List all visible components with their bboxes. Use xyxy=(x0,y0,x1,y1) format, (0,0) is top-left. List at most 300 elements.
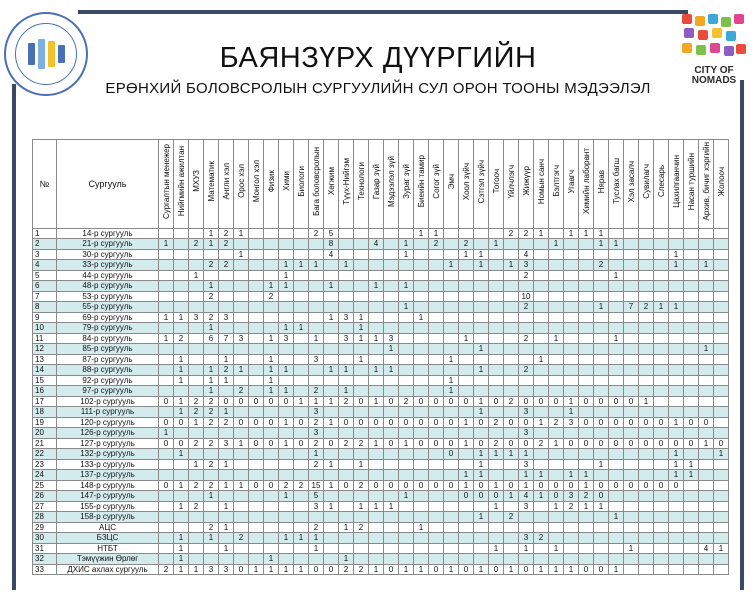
vacancy-cell xyxy=(699,228,714,239)
vacancy-cell: 0 xyxy=(309,564,324,575)
vacancy-cell xyxy=(444,554,459,565)
table-row xyxy=(33,428,729,439)
column-header xyxy=(579,140,594,229)
vacancy-cell xyxy=(714,312,729,323)
vacancy-cell xyxy=(714,417,729,428)
vacancy-cell xyxy=(159,512,174,523)
vacancy-cell xyxy=(159,344,174,355)
vacancy-cell xyxy=(339,428,354,439)
vacancy-cell xyxy=(294,407,309,418)
vacancy-cell xyxy=(684,512,699,523)
vacancy-cell: 1 xyxy=(204,365,219,376)
vacancy-cell xyxy=(639,522,654,533)
vacancy-cell xyxy=(579,281,594,292)
vacancy-cell: 2 xyxy=(519,270,534,281)
logo-tile-icon xyxy=(712,28,722,38)
vacancy-cell xyxy=(429,260,444,271)
column-header-label: Зураг зүй xyxy=(401,163,411,199)
vacancy-cell xyxy=(339,228,354,239)
vacancy-cell xyxy=(669,533,684,544)
row-number: 25 xyxy=(33,480,57,491)
vacancy-cell xyxy=(294,386,309,397)
school-name: 85-р сургууль xyxy=(57,344,159,355)
vacancy-cell: 0 xyxy=(594,480,609,491)
table-row xyxy=(33,333,729,344)
vacancy-cell xyxy=(474,302,489,313)
vacancy-cell xyxy=(159,470,174,481)
vacancy-cell xyxy=(459,375,474,386)
vacancy-cell: 0 xyxy=(429,417,444,428)
vacancy-cell xyxy=(339,512,354,523)
vacancy-cell: 1 xyxy=(579,470,594,481)
table-body xyxy=(33,228,729,575)
vacancy-cell xyxy=(714,407,729,418)
vacancy-cell xyxy=(519,522,534,533)
vacancy-cell xyxy=(639,239,654,250)
vacancy-cell xyxy=(579,407,594,418)
vacancy-cell xyxy=(339,407,354,418)
vacancy-cell xyxy=(414,491,429,502)
vacancy-cell: 1 xyxy=(234,438,249,449)
vacancy-cell xyxy=(189,522,204,533)
vacancy-cell xyxy=(429,312,444,323)
vacancy-cell xyxy=(339,302,354,313)
vacancy-cell: 0 xyxy=(444,417,459,428)
row-number: 32 xyxy=(33,554,57,565)
vacancy-cell: 1 xyxy=(549,239,564,250)
vacancy-cell xyxy=(699,365,714,376)
vacancy-cell xyxy=(459,501,474,512)
vacancy-cell xyxy=(564,312,579,323)
vacancy-cell xyxy=(504,312,519,323)
vacancy-cell xyxy=(564,522,579,533)
vacancy-cell xyxy=(669,386,684,397)
vacancy-cell xyxy=(624,365,639,376)
vacancy-cell: 0 xyxy=(444,480,459,491)
vacancy-cell xyxy=(564,543,579,554)
vacancy-cell: 3 xyxy=(519,428,534,439)
vacancy-cell xyxy=(294,501,309,512)
vacancy-cell xyxy=(474,312,489,323)
column-header xyxy=(264,140,279,229)
vacancy-cell xyxy=(399,533,414,544)
vacancy-cell: 1 xyxy=(189,564,204,575)
vacancy-cell xyxy=(324,428,339,439)
vacancy-cell xyxy=(699,459,714,470)
vacancy-cell xyxy=(639,344,654,355)
vacancy-cell xyxy=(684,543,699,554)
vacancy-cell xyxy=(549,512,564,523)
column-header-label: Слесарь xyxy=(656,165,666,198)
vacancy-cell xyxy=(444,365,459,376)
vacancy-cell xyxy=(279,428,294,439)
vacancy-cell: 1 xyxy=(474,512,489,523)
page-subtitle: ЕРӨНХИЙ БОЛОВСРОЛЫН СУРГУУЛИЙН СУЛ ОРОН ТООНЫ МЭДЭЭЛЭЛ xyxy=(105,80,651,97)
logo-tile-icon xyxy=(721,17,731,27)
vacancy-cell: 0 xyxy=(429,396,444,407)
vacancy-cell xyxy=(534,281,549,292)
vacancy-cell xyxy=(534,386,549,397)
vacancy-cell xyxy=(489,249,504,260)
vacancy-cell xyxy=(249,407,264,418)
vacancy-cell: 1 xyxy=(474,449,489,460)
vacancy-cell xyxy=(654,407,669,418)
vacancy-cell xyxy=(444,533,459,544)
vacancy-cell xyxy=(384,249,399,260)
vacancy-cell xyxy=(384,281,399,292)
vacancy-cell xyxy=(579,522,594,533)
vacancy-cell xyxy=(159,386,174,397)
vacancy-cell xyxy=(474,270,489,281)
vacancy-cell: 1 xyxy=(309,543,324,554)
vacancy-cell xyxy=(579,386,594,397)
vacancy-cell xyxy=(234,407,249,418)
vacancy-cell xyxy=(249,302,264,313)
vacancy-cell xyxy=(534,291,549,302)
column-header-label: Математик xyxy=(206,161,216,202)
vacancy-cell xyxy=(294,239,309,250)
vacancy-cell xyxy=(684,375,699,386)
row-number: 27 xyxy=(33,501,57,512)
vacancy-cell xyxy=(294,375,309,386)
vacancy-cell: 2 xyxy=(204,438,219,449)
vacancy-cell xyxy=(564,281,579,292)
vacancy-cell xyxy=(669,312,684,323)
vacancy-cell: 1 xyxy=(189,459,204,470)
table-row xyxy=(33,543,729,554)
vacancy-cell xyxy=(609,533,624,544)
vacancy-cell xyxy=(579,333,594,344)
vacancy-cell: 0 xyxy=(414,417,429,428)
vacancy-cell: 0 xyxy=(594,396,609,407)
table-row xyxy=(33,564,729,575)
vacancy-cell xyxy=(549,281,564,292)
vacancy-cell: 1 xyxy=(324,312,339,323)
table-row xyxy=(33,554,729,565)
vacancy-cell xyxy=(294,470,309,481)
vacancy-cell: 2 xyxy=(354,564,369,575)
vacancy-cell xyxy=(654,543,669,554)
vacancy-cell xyxy=(219,491,234,502)
row-number: 2 xyxy=(33,239,57,250)
vacancy-cell xyxy=(444,344,459,355)
vacancy-cell xyxy=(489,281,504,292)
vacancy-cell: 1 xyxy=(504,491,519,502)
vacancy-cell xyxy=(714,501,729,512)
vacancy-cell xyxy=(669,554,684,565)
vacancy-cell xyxy=(639,354,654,365)
vacancy-cell: 0 xyxy=(429,438,444,449)
vacancy-cell: 1 xyxy=(489,239,504,250)
vacancy-cell: 1 xyxy=(324,417,339,428)
vacancy-cell xyxy=(654,291,669,302)
vacancy-cell: 1 xyxy=(174,396,189,407)
vacancy-cell xyxy=(609,522,624,533)
vacancy-cell xyxy=(489,302,504,313)
vacancy-cell: 1 xyxy=(204,491,219,502)
vacancy-cell: 1 xyxy=(489,480,504,491)
row-number: 30 xyxy=(33,533,57,544)
vacancy-cell xyxy=(579,302,594,313)
vacancy-cell xyxy=(684,291,699,302)
vacancy-cell: 1 xyxy=(474,344,489,355)
vacancy-cell: 3 xyxy=(204,564,219,575)
vacancy-cell: 1 xyxy=(414,522,429,533)
table-row xyxy=(33,522,729,533)
column-header xyxy=(534,140,549,229)
vacancy-cell xyxy=(489,344,504,355)
vacancy-cell: 3 xyxy=(279,333,294,344)
vacancy-cell xyxy=(249,291,264,302)
vacancy-cell xyxy=(429,428,444,439)
vacancy-cell: 1 xyxy=(174,354,189,365)
vacancy-cell xyxy=(624,291,639,302)
column-header xyxy=(609,140,624,229)
school-name: 92-р сургууль xyxy=(57,375,159,386)
vacancy-cell xyxy=(504,302,519,313)
vacancy-cell xyxy=(519,375,534,386)
vacancy-cell xyxy=(324,449,339,460)
vacancy-cell xyxy=(279,501,294,512)
vacancy-cell xyxy=(324,270,339,281)
vacancy-cell xyxy=(714,302,729,313)
vacancy-cell xyxy=(399,323,414,334)
vacancy-cell: 1 xyxy=(249,564,264,575)
vacancy-cell xyxy=(444,470,459,481)
vacancy-cell xyxy=(444,501,459,512)
vacancy-cell xyxy=(564,302,579,313)
vacancy-cell xyxy=(249,512,264,523)
vacancy-cell xyxy=(684,323,699,334)
vacancy-cell xyxy=(279,375,294,386)
vacancy-cell xyxy=(504,270,519,281)
vacancy-cell xyxy=(159,449,174,460)
vacancy-cell xyxy=(699,512,714,523)
table-row xyxy=(33,312,729,323)
vacancy-cell: 1 xyxy=(279,386,294,397)
vacancy-cell: 1 xyxy=(444,386,459,397)
vacancy-cell: 0 xyxy=(459,396,474,407)
vacancy-cell xyxy=(654,386,669,397)
vacancy-cell xyxy=(699,396,714,407)
vacancy-cell xyxy=(684,239,699,250)
vacancy-cell xyxy=(474,323,489,334)
vacancy-cell xyxy=(624,501,639,512)
vacancy-cell: 0 xyxy=(399,480,414,491)
vacancy-cell: 0 xyxy=(579,438,594,449)
vacancy-cell: 1 xyxy=(549,564,564,575)
vacancy-cell xyxy=(474,533,489,544)
column-header xyxy=(234,140,249,229)
vacancy-cell: 1 xyxy=(489,501,504,512)
column-header xyxy=(639,140,654,229)
vacancy-cell xyxy=(414,470,429,481)
vacancy-cell xyxy=(279,449,294,460)
vacancy-cell xyxy=(639,407,654,418)
vacancy-cell xyxy=(354,239,369,250)
vacancy-cell xyxy=(504,344,519,355)
vacancy-cell: 1 xyxy=(174,501,189,512)
table-header-row xyxy=(33,140,729,229)
vacancy-cell: 1 xyxy=(609,512,624,523)
vacancy-cell xyxy=(564,554,579,565)
vacancy-cell: 2 xyxy=(204,417,219,428)
vacancy-cell xyxy=(564,323,579,334)
vacancy-cell xyxy=(609,365,624,376)
vacancy-cell: 7 xyxy=(219,333,234,344)
vacancy-cell xyxy=(669,407,684,418)
vacancy-cell xyxy=(624,249,639,260)
vacancy-cell xyxy=(354,302,369,313)
vacancy-cell xyxy=(459,281,474,292)
vacancy-cell: 0 xyxy=(609,417,624,428)
vacancy-cell xyxy=(264,522,279,533)
vacancy-cell: 0 xyxy=(594,564,609,575)
table-row xyxy=(33,449,729,460)
vacancy-cell xyxy=(489,522,504,533)
vacancy-cell xyxy=(414,428,429,439)
vacancy-cell xyxy=(594,428,609,439)
vacancy-cell: 1 xyxy=(564,407,579,418)
vacancy-cell: 1 xyxy=(579,228,594,239)
school-name: 21-р сургууль xyxy=(57,239,159,250)
vacancy-cell xyxy=(714,354,729,365)
vacancy-cell xyxy=(264,428,279,439)
vacancy-cell: 0 xyxy=(699,417,714,428)
row-number: 29 xyxy=(33,522,57,533)
vacancy-cell xyxy=(669,543,684,554)
vacancy-cell: 1 xyxy=(609,564,624,575)
vacancy-cell xyxy=(369,260,384,271)
vacancy-cell xyxy=(564,449,579,460)
vacancy-cell: 1 xyxy=(354,323,369,334)
vacancy-cell: 7 xyxy=(624,302,639,313)
vacancy-cell xyxy=(174,491,189,502)
vacancy-cell: 0 xyxy=(474,491,489,502)
vacancy-cell xyxy=(264,323,279,334)
vacancy-cell xyxy=(609,302,624,313)
vacancy-cell xyxy=(609,501,624,512)
vacancy-cell xyxy=(189,375,204,386)
vacancy-cell: 1 xyxy=(354,333,369,344)
vacancy-cell xyxy=(429,291,444,302)
column-header-label: Физик xyxy=(266,170,276,193)
vacancy-cell xyxy=(189,554,204,565)
table-row xyxy=(33,354,729,365)
vacancy-cell xyxy=(609,228,624,239)
vacancy-cell xyxy=(399,291,414,302)
vacancy-cell xyxy=(504,281,519,292)
vacancy-cell xyxy=(339,249,354,260)
vacancy-cell: 0 xyxy=(174,438,189,449)
vacancy-cell xyxy=(369,491,384,502)
vacancy-cell: 1 xyxy=(369,333,384,344)
vacancy-cell xyxy=(714,281,729,292)
vacancy-cell xyxy=(384,543,399,554)
vacancy-cell: 0 xyxy=(564,480,579,491)
vacancy-cell xyxy=(714,291,729,302)
vacancy-cell: 1 xyxy=(309,533,324,544)
vacancy-cell xyxy=(714,375,729,386)
vacancy-cell xyxy=(489,375,504,386)
vacancy-cell xyxy=(609,470,624,481)
vacancy-cell xyxy=(654,323,669,334)
vacancy-cell: 0 xyxy=(159,417,174,428)
vacancy-cell xyxy=(309,302,324,313)
vacancy-cell: 3 xyxy=(189,312,204,323)
vacancy-cell xyxy=(384,291,399,302)
vacancy-cell xyxy=(624,333,639,344)
vacancy-cell xyxy=(294,449,309,460)
vacancy-cell xyxy=(699,375,714,386)
vacancy-cell xyxy=(324,386,339,397)
vacancy-cell xyxy=(399,375,414,386)
vacancy-cell: 1 xyxy=(594,302,609,313)
vacancy-cell xyxy=(429,386,444,397)
column-header-label: Хэл засалч xyxy=(626,160,636,202)
vacancy-cell: 2 xyxy=(279,480,294,491)
vacancy-cell xyxy=(399,354,414,365)
vacancy-cell xyxy=(204,554,219,565)
vacancy-cell xyxy=(249,249,264,260)
school-name: 133-р сургууль xyxy=(57,459,159,470)
vacancy-cell xyxy=(714,228,729,239)
vacancy-cell xyxy=(384,459,399,470)
vacancy-cell: 1 xyxy=(174,564,189,575)
vacancy-cell xyxy=(699,470,714,481)
vacancy-cell xyxy=(639,386,654,397)
vacancy-cell xyxy=(174,249,189,260)
vacancy-cell xyxy=(264,501,279,512)
vacancy-cell xyxy=(324,522,339,533)
vacancy-cell xyxy=(384,312,399,323)
school-name: 111-р сургууль xyxy=(57,407,159,418)
table-row xyxy=(33,375,729,386)
column-header xyxy=(414,140,429,229)
vacancy-cell xyxy=(609,249,624,260)
vacancy-cell: 4 xyxy=(324,249,339,260)
vacancy-cell xyxy=(219,470,234,481)
vacancy-cell xyxy=(354,449,369,460)
vacancy-cell xyxy=(354,407,369,418)
vacancy-cell xyxy=(459,449,474,460)
vacancy-cell xyxy=(429,323,444,334)
vacancy-cell xyxy=(414,344,429,355)
vacancy-cell: 0 xyxy=(594,417,609,428)
vacancy-cell xyxy=(294,281,309,292)
vacancy-cell xyxy=(414,365,429,376)
vacancy-cell xyxy=(609,354,624,365)
vacancy-cell xyxy=(564,375,579,386)
vacancy-cell: 1 xyxy=(264,386,279,397)
vacancy-cell xyxy=(504,543,519,554)
vacancy-cell xyxy=(384,323,399,334)
vacancy-cell xyxy=(654,281,669,292)
vacancy-cell xyxy=(534,239,549,250)
column-header-label: Эмч xyxy=(446,173,456,189)
vacancy-cell: 0 xyxy=(594,438,609,449)
vacancy-cell xyxy=(699,333,714,344)
row-number: 22 xyxy=(33,449,57,460)
column-header-label: Жолооч xyxy=(716,166,726,196)
frame-right-bar xyxy=(740,80,744,590)
vacancy-cell xyxy=(699,291,714,302)
vacancy-cell: 3 xyxy=(339,312,354,323)
vacancy-cell: 1 xyxy=(174,449,189,460)
vacancy-cell xyxy=(159,323,174,334)
vacancy-cell: 3 xyxy=(219,312,234,323)
vacancy-cell xyxy=(594,554,609,565)
